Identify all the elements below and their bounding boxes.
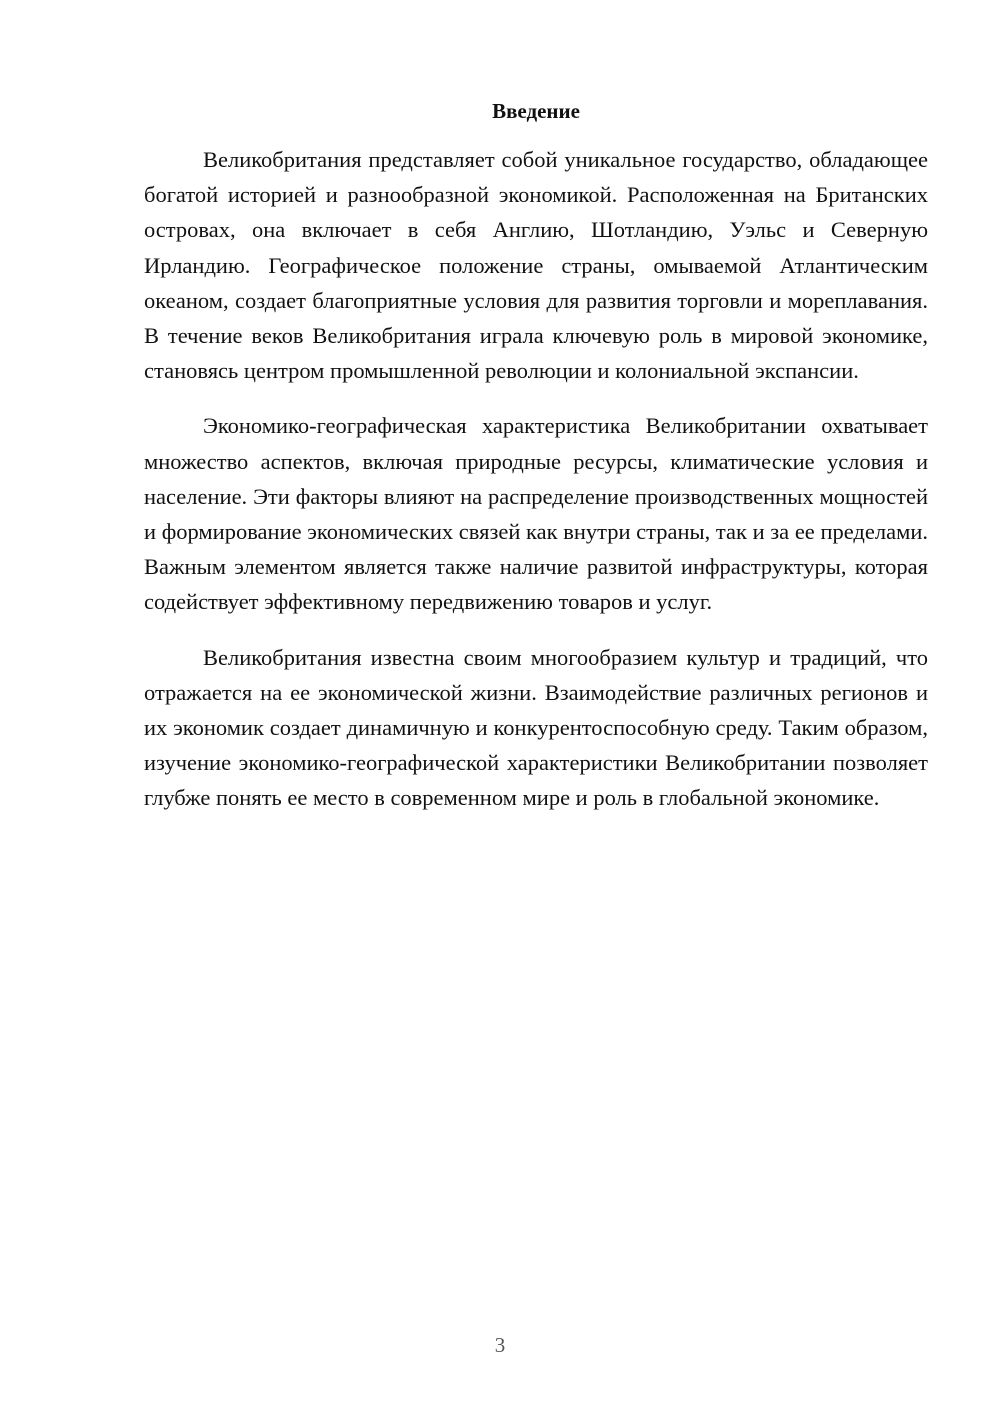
paragraph-economic-geography: Экономико-географическая характеристика Великобритании охватывает множество аспектов, включая природные ресурсы, климатические условия и население. Эти факторы влияют на распределение производственных мощностей и формирование экономических связей как внутри страны, так и за ее пределами. Важным элементом является также наличие развитой инфраструктуры, которая содействует эффективному передвижению товаров и услуг. <box>144 413 928 615</box>
paragraph-cultural-diversity: Великобритания известна своим многообразием культур и традиций, что отражается на ее экономической жизни. Взаимодействие различных регионов и их экономик создает динамичную и конкурентоспособную среду. Таким образом, изучение экономико-географической характеристики Великобритании позволяет глубже понять ее место в современном мире и роль в глобальной экономике. <box>144 644 928 811</box>
section-heading: Введение <box>492 99 580 123</box>
paragraph-intro: Великобритания представляет собой уникальное государство, обладающее богатой историей и разнообразной экономикой. Расположенная на Британских островах, она включает в себя Англию, Шотландию, Уэльс и Северную Ирландию. Географическое положение страны, омываемой Атлантическим океаном, создает благоприятные условия для развития торговли и мореплавания. В течение веков Великобритания играла ключевую роль в мировой экономике, становясь центром промышленной революции и колониальной экспансии. <box>144 147 928 384</box>
page-content <box>144 96 928 836</box>
page-number: 3 <box>494 1333 506 1357</box>
